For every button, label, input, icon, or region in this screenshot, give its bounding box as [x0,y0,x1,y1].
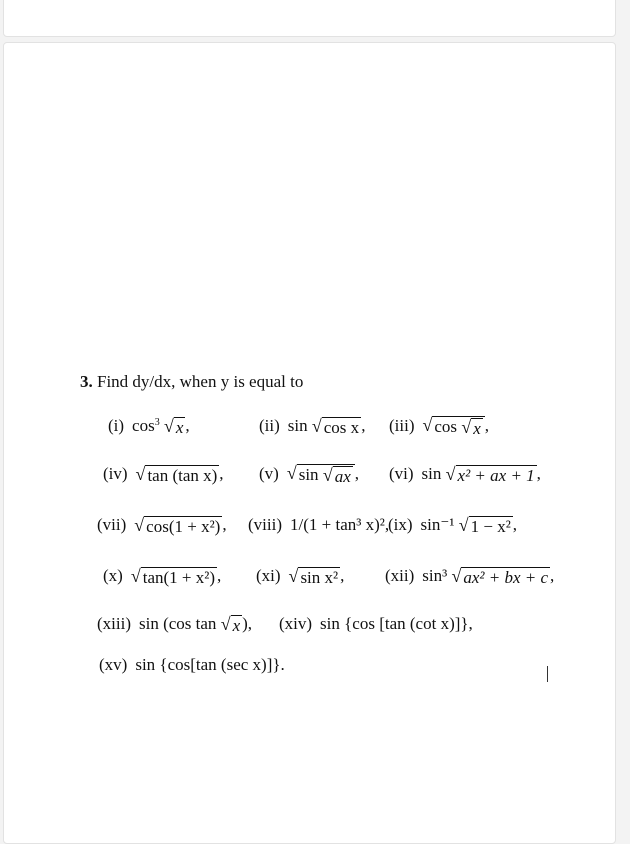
item-iii [389,416,489,438]
item-label: (xiii) [97,614,131,633]
punctuation: , [340,566,345,585]
inner-radicand: ax [334,466,351,486]
item-xv [99,655,285,675]
item-v [259,464,359,486]
item-vii [97,515,227,536]
punctuation: , [484,416,489,436]
item-xii [385,566,554,587]
radical: √ cos x [311,415,360,437]
punctuation: , [361,416,366,435]
item-label: (ix) [388,515,413,534]
function-name: sin [421,464,442,483]
problem-number: 3. [80,372,93,391]
radicand: cos [434,417,458,436]
radical: √ sin √ ax [287,464,355,486]
inner-radical: √ ax [322,464,351,486]
punctuation: , [185,416,190,435]
item-label: (vi) [389,464,414,483]
item-i [108,416,190,437]
item-label: (iv) [103,464,128,483]
radical: √ x [220,613,241,635]
item-label: (xi) [256,566,281,585]
radicand: cos(1 + x²) [146,516,221,536]
radical: √ 1 − x² [458,514,511,536]
item-xiv [279,614,473,634]
item-x [103,566,221,587]
item-viii [248,515,389,535]
punctuation: , [217,566,222,585]
radical: √ ax² + bx + c [451,565,549,587]
expression: sin (cos tan [139,614,217,633]
radicand: ax² + bx + c [463,567,549,587]
item-label: (x) [103,566,123,585]
punctuation: , [219,464,224,483]
radicand: x² + ax + 1 [457,465,535,485]
radical: √ sin x² [288,565,339,587]
text-cursor [547,666,548,682]
item-vi [389,464,541,485]
item-ii [259,416,365,437]
problem-heading [80,372,303,392]
function-name: cos [132,416,155,435]
item-label: (xiv) [279,614,313,633]
punctuation: , [384,515,390,534]
punctuation: , [512,515,518,534]
item-label: (xv) [99,655,128,674]
item-xi [256,566,344,587]
function-name: sin⁻¹ [420,515,455,534]
radical: √ x [163,415,184,437]
radical: √ x² + ax + 1 [445,463,535,485]
radicand: x [232,615,241,635]
punctuation: , [354,464,359,484]
function-name: sin [287,416,308,435]
radicand: 1 − x² [470,516,511,536]
radicand: cos x [323,417,360,437]
radicand: x [175,417,184,437]
radical: √ cos √ x [423,416,485,438]
punctuation: ), [242,614,253,633]
radical: √ tan(1 + x²) [130,565,215,587]
item-label: (vii) [97,515,127,534]
item-ix [388,515,517,536]
item-label: (i) [108,416,125,435]
radical: √ tan (tan x) [135,463,218,485]
radicand: sin x² [300,567,339,587]
function-name: sin³ [422,566,448,585]
expression: sin {cos [tan (cot x)]}, [320,614,473,633]
item-label: (v) [259,464,279,484]
radicand: sin [298,465,319,484]
item-label: (ii) [259,416,280,435]
item-iv [103,464,224,485]
radicand: tan (tan x) [147,465,218,485]
expression: sin {cos[tan (sec x)]}. [135,655,285,674]
problem-prompt: Find dy/dx, when y is equal to [97,372,304,391]
exponent: 3 [154,417,160,428]
inner-radicand: x [473,418,481,438]
expression: 1/(1 + tan³ x)² [290,515,385,534]
item-xiii [97,614,252,635]
inner-radical: √ x [461,416,481,438]
radicand: tan(1 + x²) [142,567,215,587]
item-label: (viii) [248,515,282,534]
radical: √ cos(1 + x²) [134,514,221,536]
punctuation: , [536,464,541,483]
item-label: (iii) [389,416,415,436]
punctuation: , [550,566,555,585]
item-label: (xii) [385,566,415,585]
punctuation: , [222,515,227,534]
